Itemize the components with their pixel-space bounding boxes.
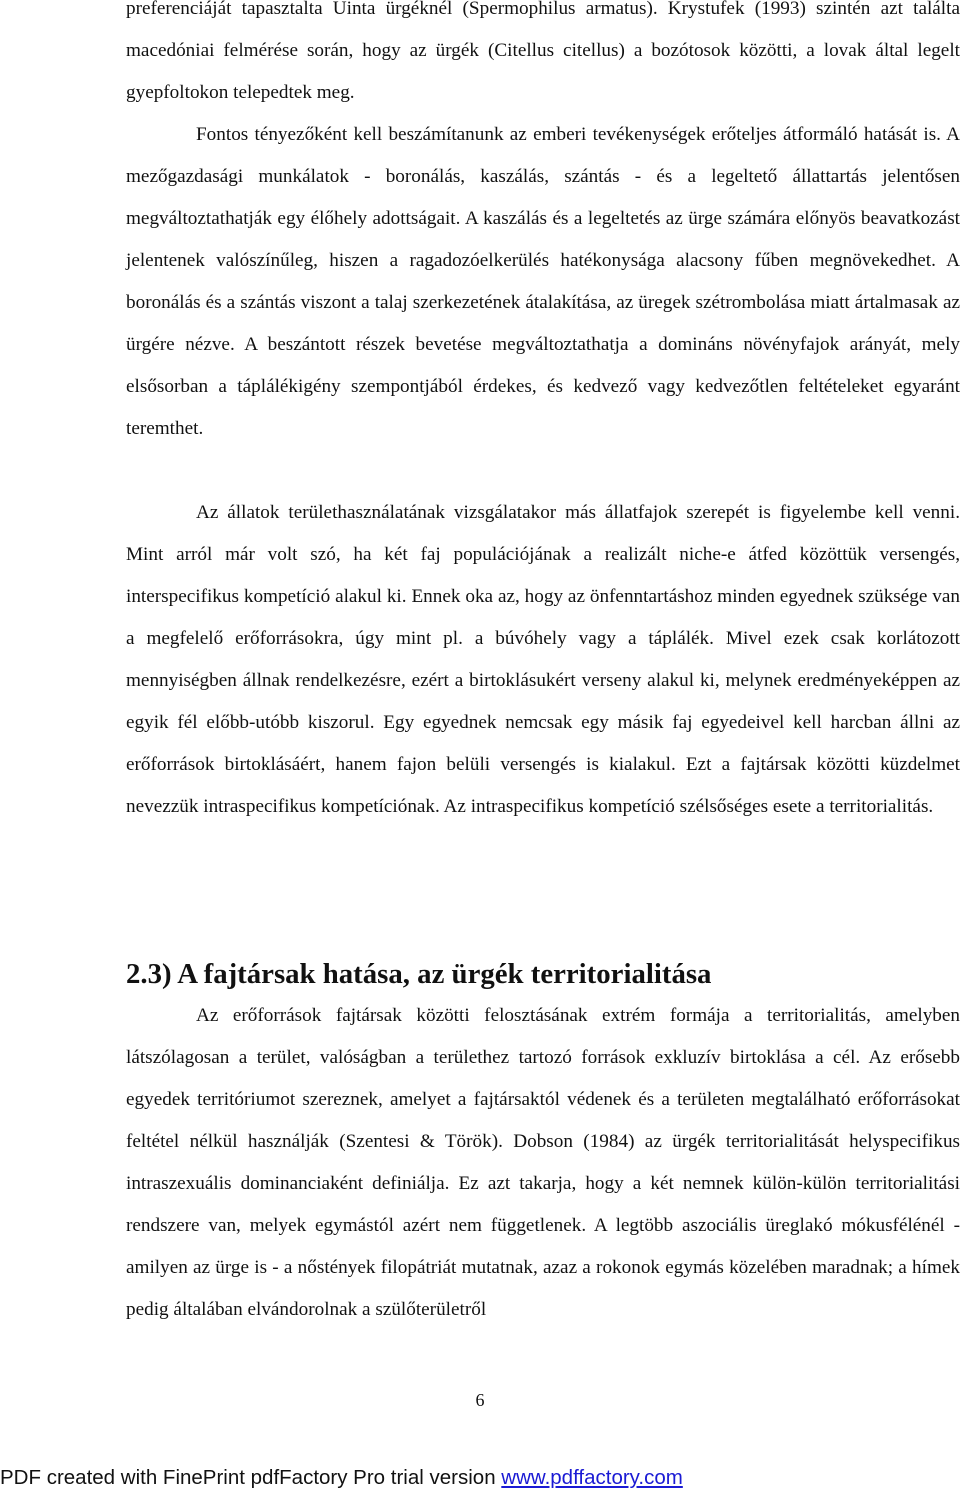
footer-link[interactable]: www.pdffactory.com bbox=[501, 1466, 683, 1489]
section-heading: 2.3) A fajtársak hatása, az ürgék territorialitása bbox=[126, 958, 712, 990]
paragraph-3: Az állatok területhasználatának vizsgálatakor más állatfajok szerepét is figyelembe kell venni. Mint arról már volt szó, ha két faj populációjának a realizált niche-e átfed közöttük versengés, interspecifikus kompetíció alakul ki. Ennek oka az, hogy az önfenntartáshoz minden egyednek szüksége van a megfelelő erőforrásokra, úgy mint pl. a búvóhely vagy a táplálék. Mivel ezek csak korlátozott mennyiségben állnak rendelkezésre, ezért a birtoklásukért verseny alakul ki, melynek eredményeképpen az egyik fél előbb-utóbb kiszorul. Egy egyednek nemcsak egy másik faj egyedeivel kell harcban állni az erőforrások birtoklásáért, hanem fajon belüli versengés is kialakul. Ezt a fajtársak közötti küzdelmet nevezzük intraspecifikus kompetíciónak. Az intraspecifikus kompetíció szélsőséges esete a territorialitás. bbox=[126, 502, 960, 817]
page-number: 6 bbox=[475, 1390, 485, 1410]
paragraph-4: Az erőforrások fajtársak közötti felosztásának extrém formája a territorialitás, amelyben látszólagosan a terület, valóságban a területhez tartozó források exkluzív birtoklása a cél. Az erősebb egyedek territóriumot szereznek, amelyet a fajtársaktól védenek és a területen megtalálható erőforrásokat feltétel nélkül használják (Szentesi & Török). Dobson (1984) az ürgék territorialitását helyspecifikus intraszexuális dominanciaként definiálja. Ez azt takarja, hogy a két nemnek külön-külön territorialitási rendszere van, melyek egymástól azért nem függetlenek. A legtöbb aszociális üreglakó mókusfélénél - amilyen az ürge is - a nőstények filopátriát mutatnak, azaz a rokonok egymás közelében maradnak; a hímek pedig általában elvándorolnak a szülőterületről bbox=[126, 1005, 960, 1320]
paragraph-2: Fontos tényezőként kell beszámítanunk az emberi tevékenységek erőteljes átformáló hatását is. A mezőgazdasági munkálatok - boronálás, kaszálás, szántás - és a legeltető állattartás jelentősen megváltoztathatják egy élőhely adottságait. A kaszálás és a legeltetés az ürge számára előnyös beavatkozást jelentenek valószínűleg, hiszen a ragadozóelkerülés hatékonysága alacsony fűben megnövekedhet. A boronálás és a szántás viszont a talaj szerkezetének átalakítása, az üregek szétrombolása miatt ártalmasak az ürgére nézve. A beszántott részek bevetése megváltoztathatja a domináns növényfajok arányát, mely elsősorban a táplálékigény szempontjából érdekes, és kedvező vagy kedvezőtlen feltételeket egyaránt teremthet. bbox=[126, 124, 960, 439]
paragraph-1: preferenciáját tapasztalta Uinta ürgéknél (Spermophilus armatus). Krystufek (1993) szintén azt találta macedóniai felmérése során, hogy az ürgék (Citellus citellus) a bozótosok közötti, a lovak által legelt gyepfoltokon telepedtek meg. bbox=[126, 0, 960, 103]
footer-text: PDF created with FinePrint pdfFactory Pro trial version bbox=[0, 1466, 502, 1489]
pdf-footer bbox=[0, 1466, 960, 1490]
